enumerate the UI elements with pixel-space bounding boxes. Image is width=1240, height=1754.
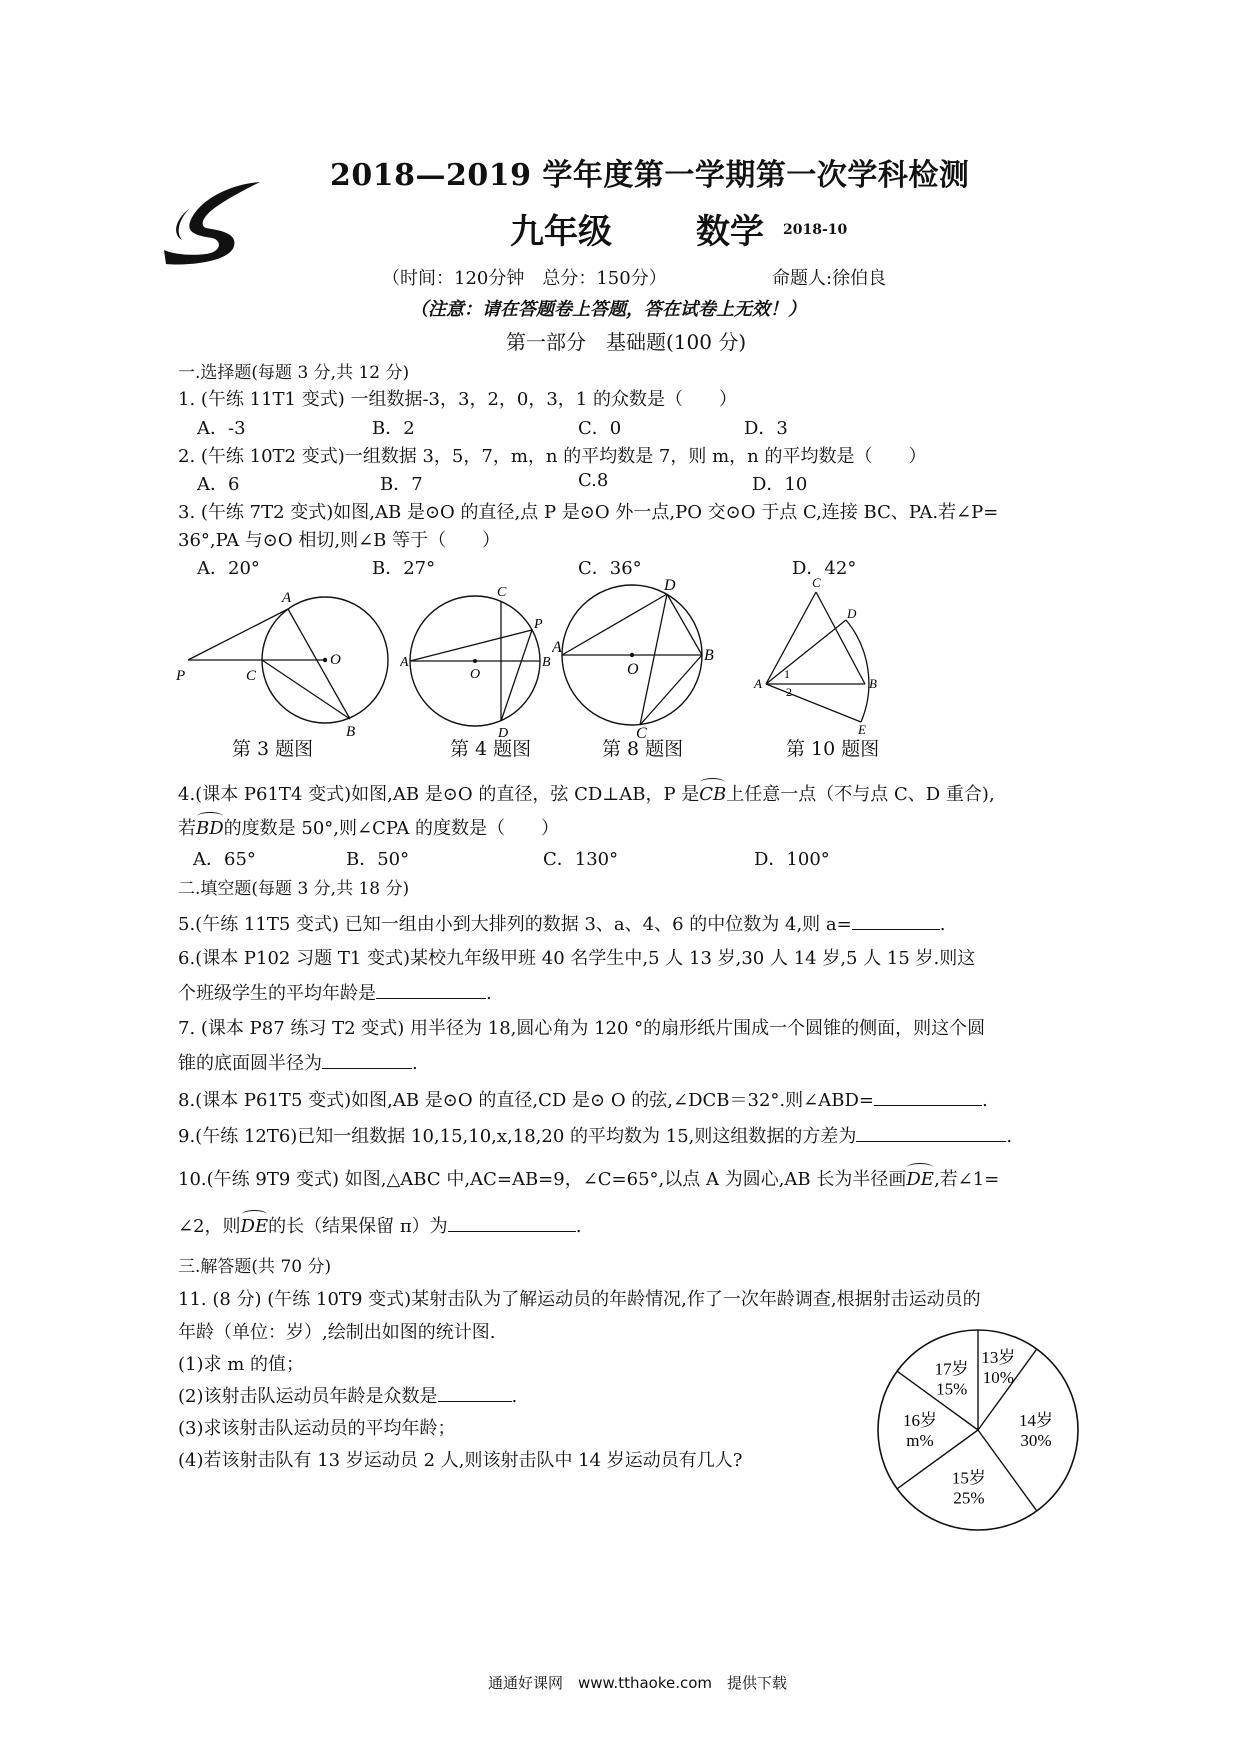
- q1-option-b: B．2: [372, 418, 415, 439]
- q10-answer-blank[interactable]: [448, 1213, 576, 1232]
- fig4-label-c: C: [497, 585, 507, 600]
- q11-part3: (3)求该射击队运动员的平均年龄；: [178, 1418, 456, 1439]
- q10-line1-start: 10.(午练 9T9 变式) 如图,△ABC 中,AC=AB=9，∠C=65°,以点 A 为圆心,AB 长为半径画: [178, 1169, 907, 1190]
- q4-arc-cb: CB: [699, 784, 727, 805]
- q10-arc-de: DE: [906, 1169, 934, 1190]
- exam-notice: （注意：请在答题卷上答题，答在试卷上无效！）: [410, 299, 806, 320]
- pie-slice-label: 13岁: [981, 1348, 1016, 1368]
- q4-option-d: D．100°: [754, 849, 830, 870]
- q4-line2-start: 若: [178, 818, 196, 839]
- q1-text: 1. (午练 11T1 变式) 一组数据-3，3，2，0，3，1 的众数是（ ）: [178, 389, 737, 410]
- fig4-caption: 第 4 题图: [450, 738, 532, 760]
- section2-heading: 二.填空题(每题 3 分,共 18 分): [178, 879, 410, 899]
- q11-part2-question: (2)该射击队运动员年龄是众数是: [178, 1386, 438, 1407]
- q11-part1: (1)求 m 的值；: [178, 1354, 305, 1375]
- q1-option-a: A．-3: [197, 418, 246, 439]
- pie-slice-label: 17岁: [934, 1359, 969, 1379]
- q6-text-line2: 个班级学生的平均年龄是 .: [178, 979, 492, 1005]
- figure-3: [170, 580, 400, 740]
- q4-text-line1: [178, 780, 995, 806]
- fig8-label-d: D: [664, 577, 676, 594]
- figure-8: [552, 574, 722, 738]
- pie-slice-value: m%: [906, 1431, 934, 1450]
- q4-option-c: C．130°: [543, 849, 619, 870]
- q1-option-c: C．0: [578, 418, 622, 439]
- fig3-label-p: P: [176, 668, 186, 684]
- q6-text-line1: 6.(课本 P102 习题 T1 变式)某校九年级甲班 40 名学生中,5 人 13 岁,30 人 14 岁,5 人 15 岁.则这: [178, 948, 976, 969]
- fig8-label-c: C: [636, 725, 647, 738]
- fig10-label-e: E: [858, 722, 866, 734]
- q5-question: 5.(午练 11T5 变式) 已知一组由小到大排列的数据 3、a、4、6 的中位数为 4,则 a=: [178, 914, 852, 935]
- fig4-label-o: O: [470, 667, 481, 682]
- age-pie-chart: [868, 1320, 1088, 1540]
- figure-4: [400, 580, 560, 740]
- section3-heading: 三.解答题(共 70 分): [178, 1257, 332, 1277]
- q3-text-line2: 36°,PA 与⊙O 相切,则∠B 等于（ ）: [178, 530, 501, 551]
- q7-text-line2: 锥的底面圆半径为 .: [178, 1049, 418, 1075]
- q10-text-line1: [178, 1165, 999, 1191]
- fig10-label-d: D: [847, 606, 857, 621]
- subject-label: 数学: [696, 212, 764, 252]
- fig10-label-c: C: [812, 575, 821, 590]
- q8-answer-blank[interactable]: [874, 1087, 982, 1106]
- part-heading: 第一部分 基础题(100 分): [506, 330, 747, 354]
- q3-option-d: D．42°: [792, 558, 857, 579]
- pie-slice-label: 15岁: [951, 1468, 986, 1488]
- q10-line2-start: ∠2，则: [178, 1216, 241, 1237]
- fig10-label-a: A: [754, 676, 762, 691]
- fig4-label-d: D: [498, 726, 509, 740]
- exam-info: （时间：120分钟 总分：150分）: [382, 268, 667, 289]
- q11-part2-blank[interactable]: [438, 1383, 512, 1402]
- q11-text-line1: 11. (8 分) (午练 10T9 变式)某射击队为了解运动员的年龄情况,作了一次年龄调查,根据射击运动员的: [178, 1289, 981, 1310]
- q2-option-d: D．10: [752, 474, 808, 495]
- q10-question: 的长（结果保留 π）为: [268, 1216, 448, 1237]
- section1-heading: 一.选择题(每题 3 分,共 12 分): [178, 363, 410, 383]
- fig10-label-one: 1: [784, 667, 790, 681]
- q9-question: 9.(午练 12T6)已知一组数据 10,15,10,x,18,20 的平均数为 15,则这组数据的方差为: [178, 1126, 857, 1147]
- q3-text-line1: 3. (午练 7T2 变式)如图,AB 是⊙O 的直径,点 P 是⊙O 外一点,PO 交⊙O 于点 C,连接 BC、PA.若∠P=: [178, 502, 999, 523]
- q9-answer-blank[interactable]: [856, 1123, 1006, 1142]
- pie-slice-label: 14岁: [1019, 1411, 1053, 1430]
- fig10-caption: 第 10 题图: [786, 738, 880, 760]
- q8-question: 8.(课本 P61T5 变式)如图,AB 是⊙O 的直径,CD 是⊙ O 的弦,∠DCB＝32°.则∠ABD=: [178, 1090, 874, 1111]
- q10-line1-end: ,若∠1=: [933, 1169, 1000, 1190]
- fig10-label-two: 2: [786, 685, 792, 699]
- q9-text: 9.(午练 12T6)已知一组数据 10,15,10,x,18,20 的平均数为 15,则这组数据的方差为 .: [178, 1122, 1012, 1148]
- q11-text-line2: 年龄（单位：岁）,绘制出如图的统计图.: [178, 1322, 496, 1343]
- fig3-label-b: B: [346, 724, 356, 740]
- fig3-caption: 第 3 题图: [232, 738, 314, 760]
- q3-option-c: C．36°: [578, 558, 642, 579]
- q6-question: 个班级学生的平均年龄是: [178, 983, 376, 1004]
- page-footer: 通通好课网 www.tthaoke.com 提供下载: [488, 1674, 788, 1692]
- q4-option-a: A．65°: [193, 849, 256, 870]
- fig3-label-a: A: [282, 590, 292, 606]
- q2-option-a: A．6: [197, 474, 240, 495]
- fig8-label-o: O: [627, 661, 639, 678]
- pie-slice-label: 16岁: [903, 1411, 937, 1430]
- fig4-label-p: P: [534, 617, 543, 632]
- q3-option-b: B．27°: [372, 558, 436, 579]
- pie-slice-value: 25%: [953, 1488, 985, 1508]
- q2-option-c: C.8: [578, 470, 609, 491]
- fig3-label-o: O: [330, 652, 341, 668]
- exam-date: 2018-10: [783, 222, 848, 238]
- q11-part4: (4)若该射击队有 13 岁运动员 2 人,则该射击队中 14 岁运动员有几人?: [178, 1450, 743, 1471]
- figure-10: [752, 574, 882, 734]
- q4-line1-start: 4.(课本 P61T4 变式)如图,AB 是⊙O 的直径，弦 CD⊥AB，P 是: [178, 784, 700, 805]
- q8-text: 8.(课本 P61T5 变式)如图,AB 是⊙O 的直径,CD 是⊙ O 的弦,∠DCB＝32°.则∠ABD= .: [178, 1086, 988, 1112]
- pie-slice-value: 10%: [982, 1368, 1014, 1388]
- q7-question: 锥的底面圆半径为: [178, 1053, 322, 1074]
- q10-text-line2: ∠2，则DE的长（结果保留 π）为 .: [178, 1212, 581, 1238]
- q4-arc-bd: BD: [196, 818, 224, 839]
- q4-option-b: B．50°: [346, 849, 410, 870]
- school-logo: [160, 178, 270, 268]
- fig4-label-a: A: [400, 655, 409, 670]
- q7-answer-blank[interactable]: [322, 1050, 412, 1069]
- q2-option-b: B．7: [380, 474, 423, 495]
- q11-part2: (2)该射击队运动员年龄是众数是 .: [178, 1382, 517, 1408]
- q4-line2-end: 的度数是 50°,则∠CPA 的度数是（ ）: [223, 818, 560, 839]
- fig8-label-a: A: [552, 639, 562, 656]
- fig8-label-b: B: [704, 647, 714, 664]
- q4-text-line2: [178, 814, 559, 840]
- exam-author: 命题人:徐伯良: [772, 268, 887, 289]
- q4-line1-end: 上任意一点（不与点 C、D 重合),: [726, 784, 995, 805]
- exam-title: 2018—2019 学年度第一学期第一次学科检测: [330, 158, 970, 193]
- q1-option-d: D．3: [744, 418, 788, 439]
- q5-answer-blank[interactable]: [852, 911, 940, 930]
- grade-label: 九年级: [510, 212, 612, 252]
- fig10-label-b: B: [869, 676, 877, 691]
- q2-text: 2. (午练 10T2 变式)一组数据 3，5，7，m，n 的平均数是 7，则 m，n 的平均数是（ ）: [178, 446, 927, 467]
- pie-slice-value: 30%: [1020, 1431, 1052, 1450]
- fig3-label-c: C: [246, 668, 257, 684]
- fig4-label-b: B: [542, 655, 551, 670]
- fig8-caption: 第 8 题图: [602, 738, 684, 760]
- q5-text: 5.(午练 11T5 变式) 已知一组由小到大排列的数据 3、a、4、6 的中位数为 4,则 a= .: [178, 910, 945, 936]
- q7-text-line1: 7. (课本 P87 练习 T2 变式) 用半径为 18,圆心角为 120 °的扇形纸片围成一个圆锥的侧面，则这个圆: [178, 1018, 986, 1039]
- q6-answer-blank[interactable]: [376, 980, 486, 999]
- pie-slice-value: 15%: [936, 1379, 968, 1399]
- q3-option-a: A．20°: [197, 558, 260, 579]
- q10-arc-de-2: DE: [240, 1216, 269, 1237]
